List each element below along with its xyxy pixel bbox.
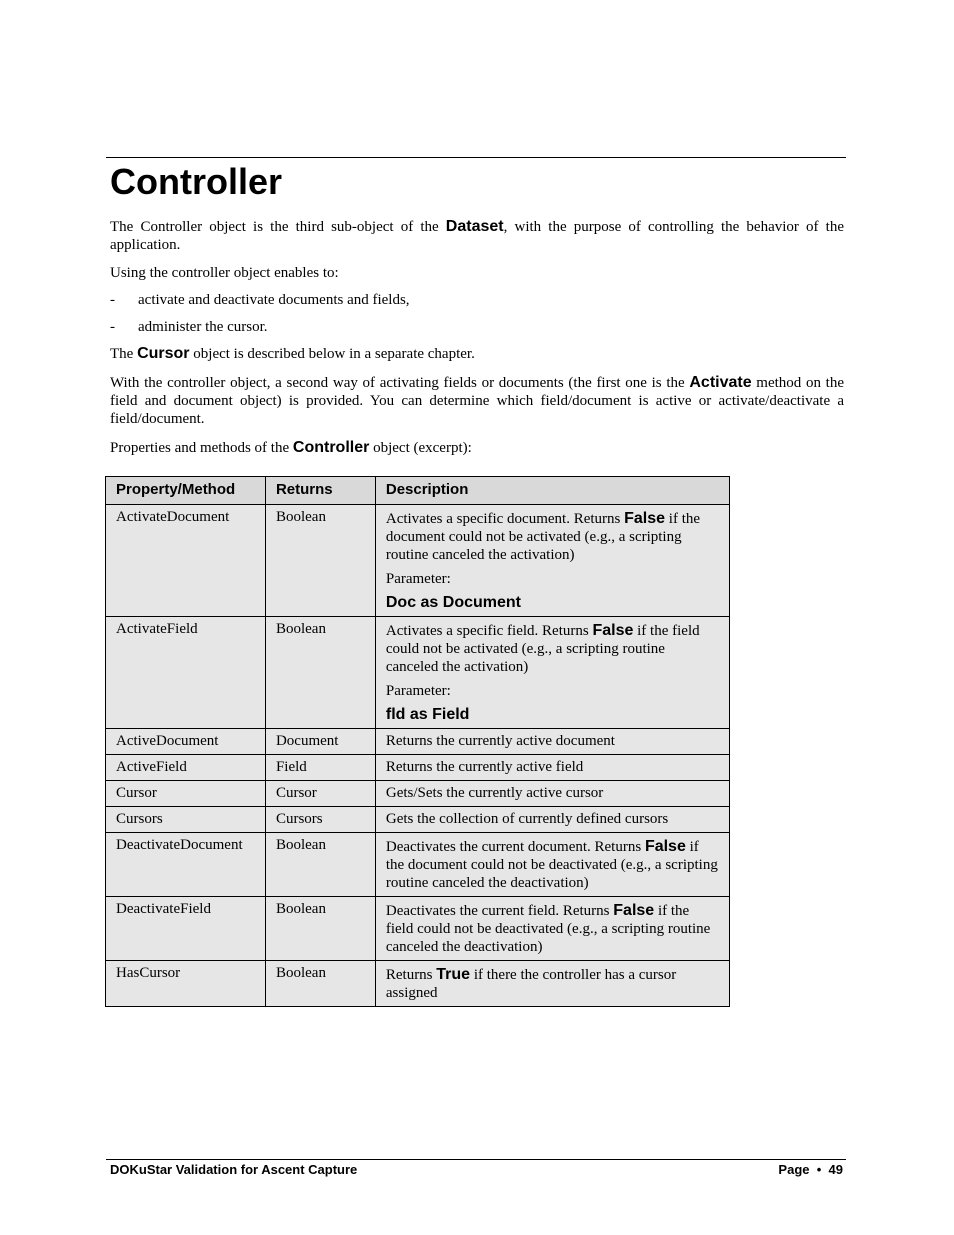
column-header: Property/Method	[106, 477, 266, 505]
return-type: Boolean	[265, 617, 375, 729]
return-type: Cursors	[265, 807, 375, 833]
return-type: Cursor	[265, 781, 375, 807]
table-row	[106, 897, 730, 961]
property-name: ActivateDocument	[106, 505, 266, 617]
intro-paragraph-1: The Controller object is the third sub-object of the Dataset, with the purpose of controlling the behavior of the application.	[110, 218, 844, 253]
table-row	[106, 833, 730, 897]
table-row	[106, 617, 730, 729]
bullet-separator-icon: •	[816, 1162, 822, 1177]
table-row	[106, 781, 730, 807]
table-row	[106, 961, 730, 1007]
description: Returns the currently active document	[375, 729, 729, 755]
bullet-item: - administer the cursor.	[110, 319, 268, 335]
controller-keyword: Controller	[292, 439, 370, 456]
property-name: ActivateField	[106, 617, 266, 729]
description: Activates a specific field. Returns False if the field could not be activated (e.g., a scripting routine canceled the activation) Parameter: fld as Field	[375, 617, 729, 729]
intro-paragraph-2: Using the controller object enables to:	[110, 265, 339, 281]
description: Activates a specific document. Returns False if the document could not be activated (e.g., a scripting routine canceled the activation) Parameter: Doc as Document	[375, 505, 729, 617]
return-type: Document	[265, 729, 375, 755]
return-type: Boolean	[265, 897, 375, 961]
table-row	[106, 505, 730, 617]
column-header: Returns	[265, 477, 375, 505]
table-header-row	[106, 477, 730, 505]
return-type: Boolean	[265, 505, 375, 617]
footer-rule	[106, 1159, 846, 1160]
parameter-value: Doc as Document	[385, 594, 521, 611]
header-rule	[106, 157, 846, 158]
table-row	[106, 755, 730, 781]
intro-paragraph-5: Properties and methods of the Controller object (excerpt):	[110, 439, 472, 456]
parameter-label: Parameter:	[385, 683, 451, 699]
intro-paragraph-4: With the controller object, a second way of activating fields or documents (the first one is the Activate method on the field and document object) is provided. You can determine which field/document is active or activate/deactivate a field/document.	[110, 374, 844, 427]
property-name: ActiveDocument	[106, 729, 266, 755]
property-name: Cursor	[106, 781, 266, 807]
return-type: Boolean	[265, 961, 375, 1007]
bullet-item: - activate and deactivate documents and fields,	[110, 292, 410, 308]
table-row	[106, 729, 730, 755]
property-name: DeactivateDocument	[106, 833, 266, 897]
cursor-keyword: Cursor	[137, 345, 190, 362]
description: Deactivates the current field. Returns False if the field could not be deactivated (e.g., a scripting routine canceled the deactivation)	[375, 897, 729, 961]
return-type: Field	[265, 755, 375, 781]
description: Returns True if there the controller has a cursor assigned	[375, 961, 729, 1007]
description: Returns the currently active field	[375, 755, 729, 781]
intro-paragraph-3: The Cursor object is described below in a separate chapter.	[110, 345, 475, 362]
page-title: Controller	[110, 161, 283, 202]
parameter-value: fld as Field	[385, 706, 470, 723]
description: Deactivates the current document. Returns False if the document could not be deactivated (e.g., a scripting routine canceled the deactivation)	[375, 833, 729, 897]
property-name: HasCursor	[106, 961, 266, 1007]
property-name: DeactivateField	[106, 897, 266, 961]
dataset-keyword: Dataset	[445, 218, 504, 235]
column-header: Description	[375, 477, 729, 505]
activate-keyword: Activate	[689, 374, 752, 391]
properties-table	[105, 476, 730, 1007]
property-name: ActiveField	[106, 755, 266, 781]
return-type: Boolean	[265, 833, 375, 897]
description: Gets/Sets the currently active cursor	[375, 781, 729, 807]
property-name: Cursors	[106, 807, 266, 833]
footer-title: DOKuStar Validation for Ascent Capture	[110, 1162, 358, 1177]
parameter-label: Parameter:	[385, 571, 451, 587]
page-number: Page • 49	[778, 1162, 843, 1177]
table-row	[106, 807, 730, 833]
description: Gets the collection of currently defined cursors	[375, 807, 729, 833]
